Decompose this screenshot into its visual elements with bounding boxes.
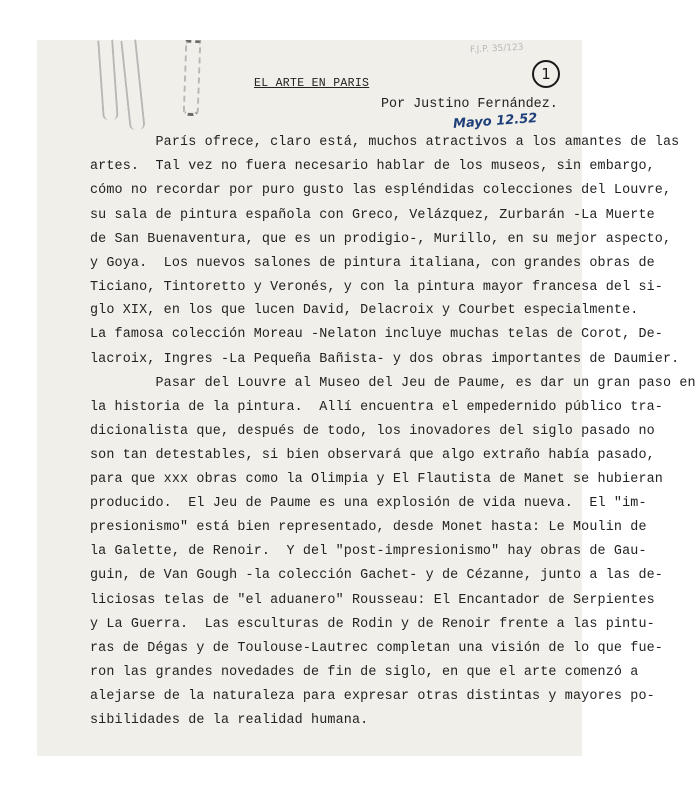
text-line: liciosas telas de "el aduanero" Rousseau: El Encantador de Serpientes: [90, 593, 655, 608]
text-line: la Galette, de Renoir. Y del "post-impresionismo" hay obras de Gau-: [90, 544, 647, 559]
text-line: París ofrece, claro está, muchos atractivos a los amantes de las: [90, 135, 680, 150]
text-line: Ticiano, Tintoretto y Veronés, y con la pintura mayor francesa del si-: [90, 280, 663, 295]
text-line: de San Buenaventura, que es un prodigio-, Murillo, en su mejor aspecto,: [90, 232, 672, 247]
text-line: Pasar del Louvre al Museo del Jeu de Paume, es dar un gran paso en: [90, 376, 696, 391]
text-line: la historia de la pintura. Allí encuentra el empedernido público tra-: [90, 400, 663, 415]
text-line: producido. El Jeu de Paume es una explosión de vida nueva. El "im-: [90, 496, 647, 511]
text-line: ras de Dégas y de Toulouse-Lautrec completan una visión de lo que fue-: [90, 641, 663, 656]
text-line: dicionalista que, después de todo, los inovadores del siglo pasado no: [90, 424, 655, 439]
text-line: ron las grandes novedades de fin de siglo, en que el arte comenzó a: [90, 665, 639, 680]
text-line: La famosa colección Moreau -Nelaton incluye muchas telas de Corot, De-: [90, 327, 663, 342]
text-line: presionismo" está bien representado, desde Monet hasta: Le Moulin de: [90, 520, 647, 535]
text-line: para que xxx obras como la Olimpia y El Flautista de Manet se hubieran: [90, 472, 663, 487]
text-line: cómo no recordar por puro gusto las espléndidas colecciones del Louvre,: [90, 183, 672, 198]
archive-reference: F.J.P. 35/123: [469, 42, 524, 56]
text-line: y La Guerra. Las esculturas de Rodin y de Renoir frente a las pintu-: [90, 617, 655, 632]
text-line: guin, de Van Gough -la colección Gachet- y de Cézanne, junto a las de-: [90, 568, 663, 583]
document-title: EL ARTE EN PARIS: [254, 77, 370, 90]
text-line: su sala de pintura española con Greco, Velázquez, Zurbarán -La Muerte: [90, 208, 655, 223]
text-line: alejarse de la naturaleza para expresar otras distintas y mayores po-: [90, 689, 655, 704]
author-byline: Por Justino Fernández.: [381, 97, 558, 112]
text-line: artes. Tal vez no fuera necesario hablar de los museos, sin embargo,: [90, 159, 655, 174]
text-line: sibilidades de la realidad humana.: [90, 713, 369, 728]
text-line: y Goya. Los nuevos salones de pintura italiana, con grandes obras de: [90, 256, 655, 271]
text-line: lacroix, Ingres -La Pequeña Bañista- y dos obras importantes de Daumier.: [90, 352, 680, 367]
page-number: 1: [532, 60, 560, 88]
text-line: son tan detestables, si bien observará que algo extraño había pasado,: [90, 448, 655, 463]
text-line: glo XIX, en los que lucen David, Delacroix y Courbet especialmente.: [90, 303, 639, 318]
handwritten-date: Mayo 12.52: [452, 111, 538, 132]
